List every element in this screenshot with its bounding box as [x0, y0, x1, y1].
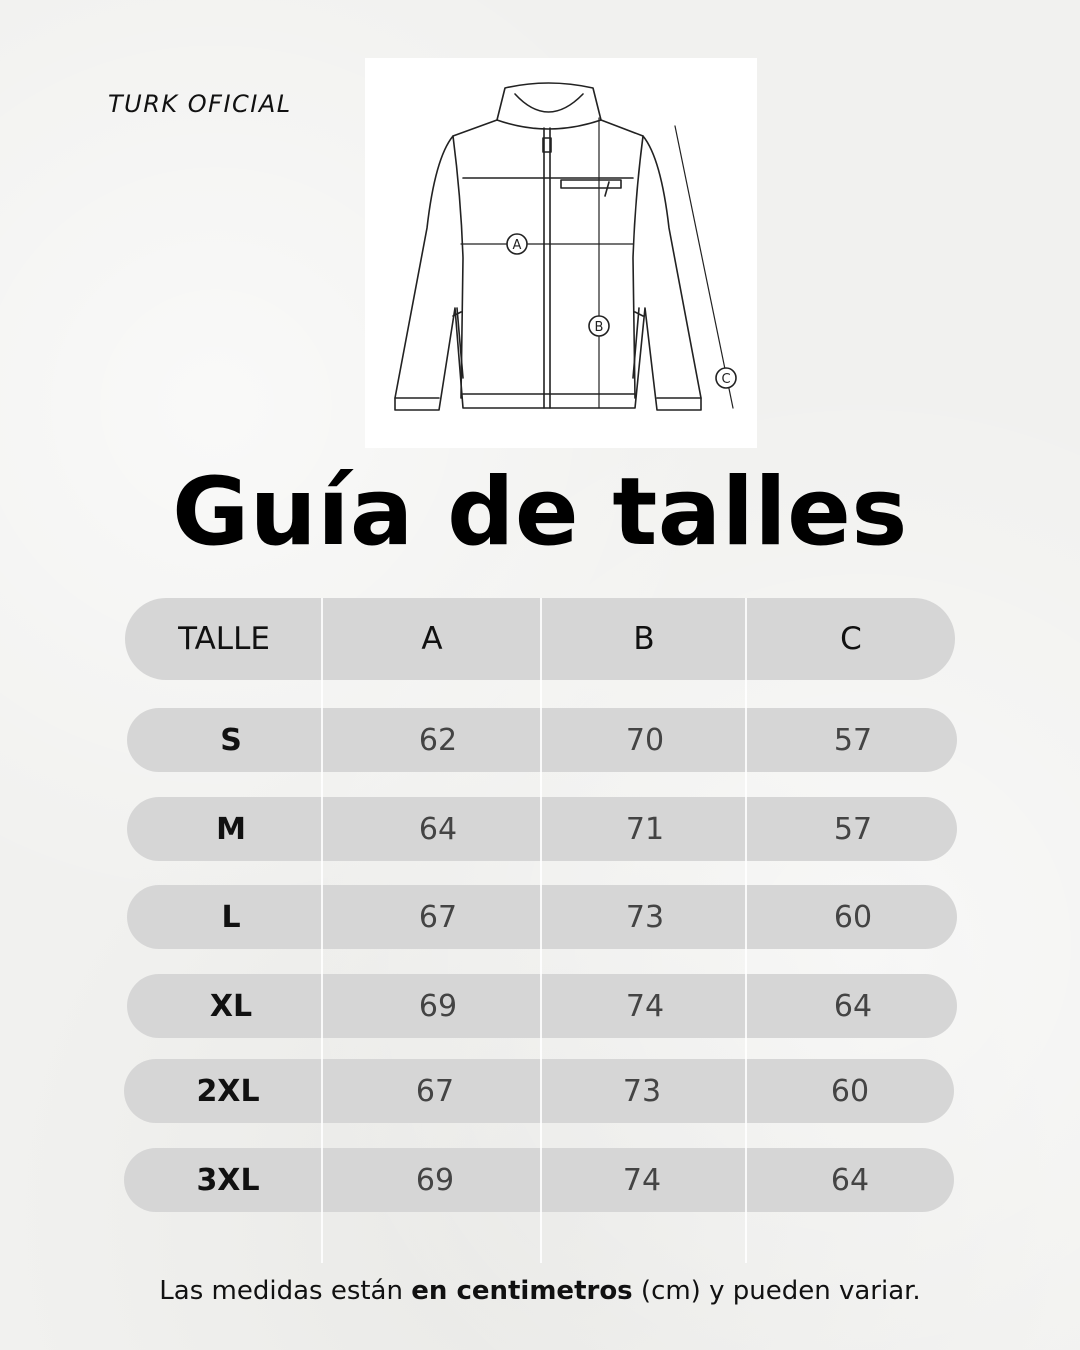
value-cell-c: 60 [833, 899, 873, 935]
table-row [124, 1059, 954, 1123]
table-row [127, 974, 957, 1038]
header-cell-b: B [633, 621, 655, 657]
value-cell-a: 69 [418, 988, 458, 1024]
value-cell-c: 64 [830, 1162, 870, 1198]
value-cell-b: 73 [622, 1073, 662, 1109]
value-cell-c: 57 [833, 722, 873, 758]
diagram-label-b: B [594, 320, 604, 335]
value-cell-c: 57 [833, 811, 873, 847]
column-divider [745, 598, 747, 1263]
table-row [127, 797, 957, 861]
header-cell-c: C [840, 621, 862, 657]
value-cell-a: 69 [415, 1162, 455, 1198]
value-cell-a: 67 [415, 1073, 455, 1109]
value-cell-c: 64 [833, 988, 873, 1024]
size-cell: L [221, 899, 241, 935]
diagram-label-a: A [512, 238, 522, 253]
table-row [124, 1148, 954, 1212]
size-cell: 2XL [196, 1073, 260, 1109]
value-cell-b: 71 [625, 811, 665, 847]
column-divider [540, 598, 542, 1263]
header-cell-talle: TALLE [178, 621, 270, 657]
diagram-label-c: C [721, 372, 731, 387]
table-row [127, 885, 957, 949]
value-cell-b: 73 [625, 899, 665, 935]
size-cell: S [220, 722, 242, 758]
size-cell: M [216, 811, 246, 847]
page-title: Guía de talles [172, 458, 908, 567]
brand-name: TURK OFICIAL [108, 90, 292, 118]
footer-text-before: Las medidas están [159, 1276, 412, 1306]
value-cell-b: 74 [622, 1162, 662, 1198]
size-cell: XL [209, 988, 253, 1024]
value-cell-b: 70 [625, 722, 665, 758]
footer-text-bold: en centimetros [411, 1276, 633, 1306]
size-cell: 3XL [196, 1162, 260, 1198]
value-cell-a: 62 [418, 722, 458, 758]
value-cell-b: 74 [625, 988, 665, 1024]
column-divider [321, 598, 323, 1263]
value-cell-c: 60 [830, 1073, 870, 1109]
footer-text-after: (cm) y pueden variar. [632, 1276, 921, 1306]
header-cell-a: A [421, 621, 443, 657]
value-cell-a: 67 [418, 899, 458, 935]
table-row [127, 708, 957, 772]
value-cell-a: 64 [418, 811, 458, 847]
footer-note [0, 1276, 1080, 1306]
